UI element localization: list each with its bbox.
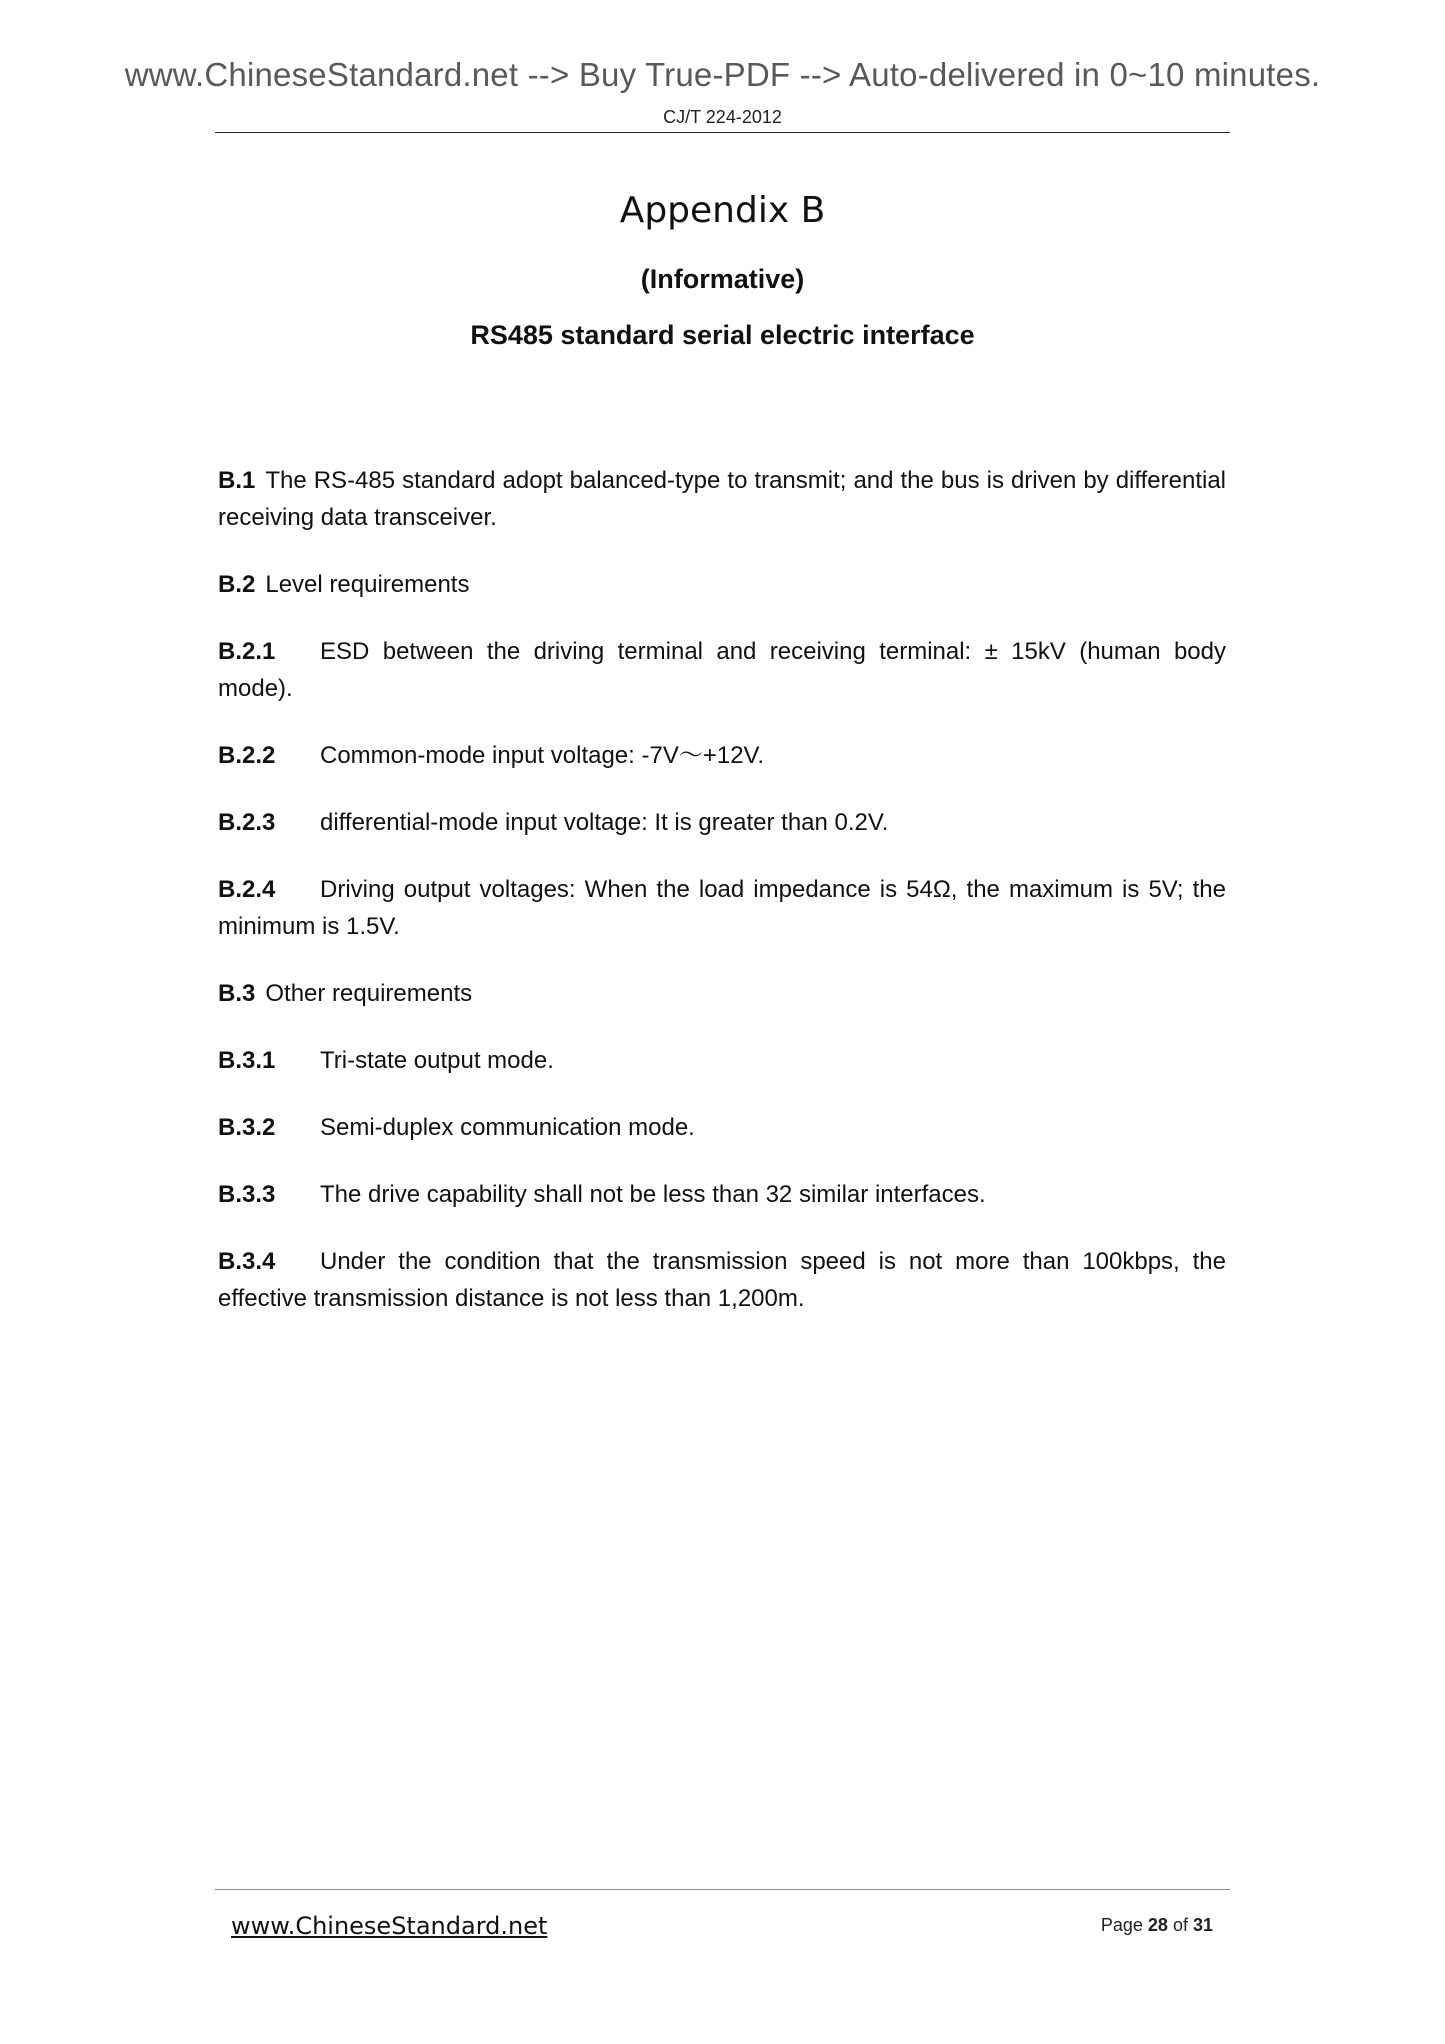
clause-text: Tri-state output mode. — [320, 1047, 554, 1074]
clause-b3-1 — [218, 1042, 1226, 1079]
clause-text: Other requirements — [265, 980, 473, 1007]
page-total: 31 — [1192, 1915, 1213, 1935]
clause-b2 — [218, 566, 1226, 603]
clause-text: Level requirements — [265, 571, 470, 598]
clause-text: differential-mode input voltage: It is greater than 0.2V. — [320, 809, 889, 836]
appendix-title: Appendix B — [619, 190, 826, 231]
clause-b3-3 — [218, 1176, 1226, 1213]
clause-list — [218, 462, 1226, 1347]
header-banner: www.ChineseStandard.net --> Buy True-PDF --> Auto-delivered in 0~10 minutes. — [124, 56, 1321, 93]
clause-b2-4 — [218, 871, 1226, 945]
clause-b2-1 — [218, 633, 1226, 707]
clause-number: B.2.4 — [218, 876, 276, 903]
clause-number: B.3.4 — [218, 1248, 276, 1275]
appendix-heading: RS485 standard serial electric interface — [470, 320, 975, 350]
clause-b2-2 — [218, 737, 1226, 774]
clause-number: B.2.1 — [218, 638, 276, 665]
clause-b2-3 — [218, 804, 1226, 841]
header-divider — [215, 132, 1230, 133]
clause-number: B.2 — [218, 571, 256, 598]
clause-text: Semi-duplex communication mode. — [320, 1114, 695, 1141]
footer-divider — [215, 1889, 1230, 1890]
clause-number: B.2.2 — [218, 742, 276, 769]
clause-number: B.3 — [218, 980, 256, 1007]
footer-site-link[interactable]: www.ChineseStandard.net — [231, 1912, 548, 1940]
clause-b3 — [218, 975, 1226, 1012]
clause-text: Common-mode input voltage: -7V～+12V. — [320, 742, 765, 769]
clause-b3-2 — [218, 1109, 1226, 1146]
page-current: 28 — [1147, 1915, 1168, 1935]
clause-number: B.1 — [218, 467, 256, 494]
clause-text: The RS-485 standard adopt balanced-type to transmit; and the bus is driven by differential receiving data transceiver. — [218, 467, 1226, 531]
clause-text: Driving output voltages: When the load impedance is 54Ω, the maximum is 5V; the minimum is 1.5V. — [218, 876, 1226, 940]
clause-number: B.3.1 — [218, 1047, 276, 1074]
clause-number: B.3.2 — [218, 1114, 276, 1141]
appendix-type: (Informative) — [640, 264, 805, 294]
clause-number: B.3.3 — [218, 1181, 276, 1208]
page-of: of — [1172, 1915, 1188, 1935]
clause-number: B.2.3 — [218, 809, 276, 836]
clause-text: ESD between the driving terminal and receiving terminal: ± 15kV (human body mode). — [218, 638, 1226, 702]
standard-code: CJ/T 224-2012 — [663, 107, 782, 127]
clause-text: Under the condition that the transmission speed is not more than 100kbps, the effective transmission distance is not less than 1,200m. — [218, 1248, 1226, 1312]
clause-b3-4 — [218, 1243, 1226, 1317]
clause-text: The drive capability shall not be less than 32 similar interfaces. — [320, 1181, 986, 1208]
page-word: Page — [1100, 1915, 1143, 1935]
page-indicator — [1101, 1915, 1213, 1936]
clause-b1 — [218, 462, 1226, 536]
